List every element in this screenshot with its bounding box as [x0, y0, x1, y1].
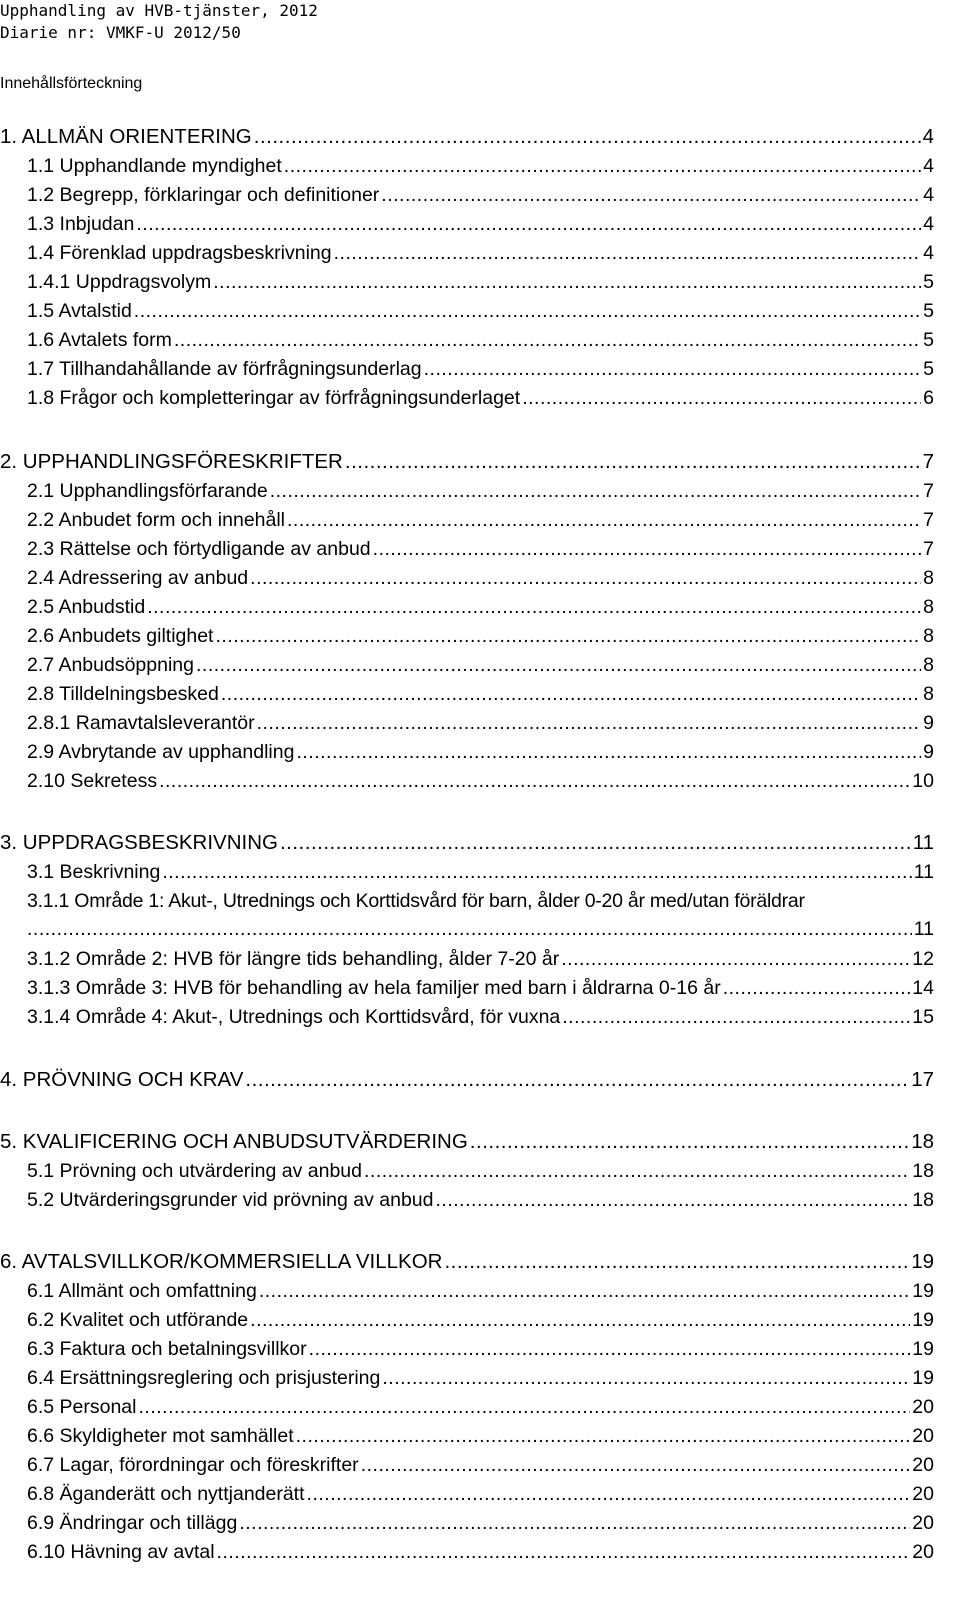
toc-leader-dots: [284, 152, 921, 180]
toc-heading: Innehållsförteckning: [0, 75, 143, 92]
toc-entry-title: 2.8 Tilldelningsbesked: [27, 683, 219, 705]
toc-entry-1[interactable]: [0, 123, 934, 151]
toc-entry-title: 6.7 Lagar, förordningar och föreskrifter: [27, 1454, 359, 1476]
toc-entry-title: 2.10 Sekretess: [27, 770, 158, 792]
toc-leader-dots: [221, 680, 921, 708]
toc-entry-page: 4: [922, 125, 934, 148]
toc-entry-title: 1. ALLMÄN ORIENTERING: [0, 125, 252, 148]
toc-leader-dots: [215, 622, 921, 650]
toc-entry-page: 9: [923, 712, 934, 734]
toc-entry-page: 5: [923, 358, 934, 380]
toc-entry-title: 2.3 Rättelse och förtydligande av anbud: [27, 538, 371, 560]
toc-leader-dots: [213, 268, 921, 296]
toc-entry-1-4[interactable]: [27, 239, 934, 267]
toc-leader-dots: [345, 448, 921, 476]
toc-leader-dots: [250, 564, 921, 592]
toc-entry-page: 20: [912, 1483, 934, 1505]
toc-leader-dots: [561, 945, 910, 973]
toc-entry-page: 7: [923, 509, 934, 531]
toc-leader-dots: [245, 1066, 909, 1094]
header-diary-number: Diarie nr: VMKF-U 2012/50: [0, 23, 241, 42]
toc-leader-dots: [436, 1186, 911, 1214]
toc-leader-dots: [27, 915, 912, 943]
toc-entry-title: 1.2 Begrepp, förklaringar och definitioner: [27, 184, 380, 206]
toc-entry-page: 8: [923, 683, 934, 705]
toc-entry-page: 10: [912, 770, 934, 792]
toc-leader-dots: [470, 1128, 909, 1156]
toc-entry-page: 19: [912, 1367, 934, 1389]
toc-leader-dots: [136, 210, 921, 238]
toc-entry-title: 3.1.4 Område 4: Akut-, Utrednings och Korttidsvård, för vuxna: [27, 1006, 561, 1028]
toc-entry-6-5[interactable]: [27, 1393, 934, 1421]
toc-entry-6[interactable]: [0, 1248, 934, 1276]
toc-entry-6-2[interactable]: [27, 1306, 934, 1334]
toc-entry-page: 19: [911, 1250, 934, 1273]
toc-entry-title: 2.2 Anbudet form och innehåll: [27, 509, 286, 531]
toc-entry-title: 1.7 Tillhandahållande av förfrågningsunderlag: [27, 358, 422, 380]
toc-entry-title: 2.7 Anbudsöppning: [27, 654, 194, 676]
toc-entry-6-6[interactable]: [27, 1422, 934, 1450]
toc-entry-1-1[interactable]: [27, 152, 934, 180]
toc-entry-title: 6.1 Allmänt och omfattning: [27, 1280, 257, 1302]
toc-entry-3-1-2[interactable]: [27, 945, 934, 973]
toc-entry-page: 19: [912, 1309, 934, 1331]
toc-entry-page: 4: [923, 155, 934, 177]
toc-leader-dots: [307, 1480, 911, 1508]
toc-entry-page: 4: [923, 242, 934, 264]
toc-leader-dots: [134, 297, 921, 325]
toc-entry-page: 11: [913, 861, 934, 883]
toc-entry-3-1-3[interactable]: [27, 974, 934, 1002]
toc-leader-dots: [334, 239, 922, 267]
toc-entry-page: 18: [912, 1160, 934, 1182]
toc-leader-dots: [254, 123, 921, 151]
toc-leader-dots: [382, 1364, 910, 1392]
toc-entry-3-1[interactable]: [27, 858, 934, 886]
toc-entry-title: 5. KVALIFICERING OCH ANBUDSUTVÄRDERING: [0, 1130, 468, 1153]
toc-entry-title: 1.1 Upphandlande myndighet: [27, 155, 282, 177]
toc-entry-2-5[interactable]: [27, 593, 934, 621]
toc-entry-page: 20: [912, 1396, 934, 1418]
toc-entry-title: 3. UPPDRAGSBESKRIVNING: [0, 831, 278, 854]
toc-entry-page: 18: [911, 1130, 934, 1153]
toc-entry-5[interactable]: [0, 1128, 934, 1156]
toc-entry-title: 1.6 Avtalets form: [27, 329, 172, 351]
toc-entry-page: 20: [912, 1425, 934, 1447]
toc-entry-2-8[interactable]: [27, 680, 934, 708]
toc-entry-page: 19: [912, 1338, 934, 1360]
toc-entry-title: 6.10 Hävning av avtal: [27, 1541, 215, 1563]
toc-entry-title: 2.1 Upphandlingsförfarande: [27, 480, 268, 502]
toc-entry-page: 15: [912, 1006, 934, 1028]
toc-entry-2-4[interactable]: [27, 564, 934, 592]
toc-entry-6-8[interactable]: [27, 1480, 934, 1508]
toc-leader-dots: [444, 1248, 909, 1276]
toc-entry-page: 8: [923, 625, 934, 647]
toc-leader-dots: [250, 1306, 910, 1334]
toc-entry-page: 12: [912, 948, 934, 970]
toc-entry-page: 7: [923, 538, 934, 560]
toc-entry-title: 6.8 Äganderätt och nyttjanderätt: [27, 1483, 305, 1505]
toc-entry-page: 11: [912, 831, 934, 854]
toc-leader-dots: [162, 858, 911, 886]
toc-entry-title: 1.5 Avtalstid: [27, 300, 132, 322]
toc-leader-dots: [361, 1451, 911, 1479]
toc-entry-title: 2. UPPHANDLINGSFÖRESKRIFTER: [0, 450, 343, 473]
toc-entry-title: 3.1.3 Område 3: HVB för behandling av hela familjer med barn i åldrarna 0-16 år: [27, 977, 721, 999]
toc-entry-2-6[interactable]: [27, 622, 934, 650]
toc-entry-page: 9: [923, 741, 934, 763]
toc-entry-page: 20: [912, 1512, 934, 1534]
toc-entry-1-4-1[interactable]: [27, 268, 934, 296]
toc-entry-5-2[interactable]: [27, 1186, 934, 1214]
toc-leader-dots: [280, 829, 911, 857]
toc-entry-title: 6.9 Ändringar och tillägg: [27, 1512, 238, 1534]
toc-entry-4[interactable]: [0, 1066, 934, 1094]
toc-entry-1-7[interactable]: [27, 355, 934, 383]
toc-entry-page: 4: [923, 184, 934, 206]
toc-entry-title: 1.8 Frågor och kompletteringar av förfrågningsunderlaget: [27, 387, 521, 409]
toc-entry-page: 7: [922, 450, 934, 473]
toc-entry-6-1[interactable]: [27, 1277, 934, 1305]
toc-entry-2[interactable]: [0, 448, 934, 476]
toc-entry-title: 3.1.2 Område 2: HVB för längre tids behandling, ålder 7-20 år: [27, 948, 560, 970]
toc-entry-page: 20: [912, 1454, 934, 1476]
toc-entry-page: 17: [911, 1068, 934, 1091]
toc-leader-dots: [259, 1277, 910, 1305]
toc-entry-5-1[interactable]: [27, 1157, 934, 1185]
toc-entry-title: 1.4.1 Uppdragsvolym: [27, 271, 212, 293]
toc-entry-title: 2.5 Anbudstid: [27, 596, 146, 618]
toc-leader-dots: [257, 709, 922, 737]
toc-entry-2-1[interactable]: [27, 477, 934, 505]
toc-entry-3[interactable]: [0, 829, 934, 857]
toc-leader-dots: [296, 1422, 911, 1450]
toc-entry-6-10[interactable]: [27, 1538, 934, 1566]
toc-leader-dots: [296, 738, 921, 766]
toc-entry-title: 2.8.1 Ramavtalsleverantör: [27, 712, 255, 734]
toc-leader-dots: [174, 326, 921, 354]
toc-leader-dots: [373, 535, 921, 563]
toc-entry-title: 6.2 Kvalitet och utförande: [27, 1309, 249, 1331]
toc-entry-1-5[interactable]: [27, 297, 934, 325]
toc-entry-1-3[interactable]: [27, 210, 934, 238]
toc-entry-page: 8: [923, 567, 934, 589]
toc-entry-title: 1.4 Förenklad uppdragsbeskrivning: [27, 242, 332, 264]
toc-entry-6-9[interactable]: [27, 1509, 934, 1537]
toc-entry-2-9[interactable]: [27, 738, 934, 766]
toc-entry-page: 5: [923, 329, 934, 351]
toc-entry-1-6[interactable]: [27, 326, 934, 354]
toc-entry-2-8-1[interactable]: [27, 709, 934, 737]
toc-entry-title: 5.2 Utvärderingsgrunder vid prövning av anbud: [27, 1189, 434, 1211]
toc-entry-title: 6.5 Personal: [27, 1396, 137, 1418]
toc-entry-2-2[interactable]: [27, 506, 934, 534]
toc-leader-dots: [139, 1393, 911, 1421]
toc-entry-page: 6: [923, 387, 934, 409]
toc-entry-page: 8: [923, 654, 934, 676]
toc-entry-title: 3.1 Beskrivning: [27, 861, 161, 883]
toc-entry-page: 18: [912, 1189, 934, 1211]
toc-entry-title: 1.3 Inbjudan: [27, 213, 135, 235]
toc-leader-dots: [147, 593, 921, 621]
toc-entry-page: 5: [923, 300, 934, 322]
toc-leader-dots: [562, 1003, 910, 1031]
toc-entry-page: 7: [923, 480, 934, 502]
toc-leader-dots: [424, 355, 922, 383]
toc-entry-title: 6.6 Skyldigheter mot samhället: [27, 1425, 294, 1447]
toc-entry-6-7[interactable]: [27, 1451, 934, 1479]
toc-leader-dots: [309, 1335, 911, 1363]
toc-entry-title: 6.3 Faktura och betalningsvillkor: [27, 1338, 307, 1360]
toc-entry-title: 6.4 Ersättningsreglering och prisjustering: [27, 1367, 381, 1389]
toc-entry-page: 19: [912, 1280, 934, 1302]
toc-entry-title: 2.4 Adressering av anbud: [27, 567, 249, 589]
toc-entry-page: 5: [923, 271, 934, 293]
toc-entry-title: 2.6 Anbudets giltighet: [27, 625, 214, 647]
toc-entry-6-4[interactable]: [27, 1364, 934, 1392]
toc-entry-page: 14: [912, 977, 934, 999]
toc-leader-dots: [287, 506, 921, 534]
toc-leader-dots: [364, 1157, 910, 1185]
toc-leader-dots: [723, 974, 911, 1002]
toc-entry-3-1-1[interactable]: [27, 887, 934, 943]
toc-entry-page: 20: [912, 1541, 934, 1563]
toc-leader-dots: [217, 1538, 911, 1566]
toc-entry-1-2[interactable]: [27, 181, 934, 209]
toc-entry-page: 4: [923, 213, 934, 235]
toc-entry-2-3[interactable]: [27, 535, 934, 563]
toc-leader-dots: [522, 384, 921, 412]
toc-entry-1-8[interactable]: [27, 384, 934, 412]
toc-entry-2-10[interactable]: [27, 767, 934, 795]
toc-entry-3-1-4[interactable]: [27, 1003, 934, 1031]
toc-entry-title: 5.1 Prövning och utvärdering av anbud: [27, 1160, 362, 1182]
toc-entry-6-3[interactable]: [27, 1335, 934, 1363]
toc-leader-dots: [196, 651, 921, 679]
toc-entry-page: 11: [913, 918, 934, 940]
toc-leader-dots: [239, 1509, 910, 1537]
toc-entry-2-7[interactable]: [27, 651, 934, 679]
toc-entry-title: 4. PRÖVNING OCH KRAV: [0, 1068, 244, 1091]
toc-entry-title: 2.9 Avbrytande av upphandling: [27, 741, 295, 763]
toc-entry-page: 8: [923, 596, 934, 618]
toc-leader-dots: [270, 477, 921, 505]
toc-leader-dots: [381, 181, 921, 209]
toc-entry-title: 6. AVTALSVILLKOR/KOMMERSIELLA VILLKOR: [0, 1250, 443, 1273]
toc-entry-title: 3.1.1 Område 1: Akut-, Utrednings och Korttidsvård för barn, ålder 0-20 år med/utan föräldrar: [27, 890, 805, 912]
header-title: Upphandling av HVB-tjänster, 2012: [0, 1, 318, 20]
toc-leader-dots: [159, 767, 910, 795]
